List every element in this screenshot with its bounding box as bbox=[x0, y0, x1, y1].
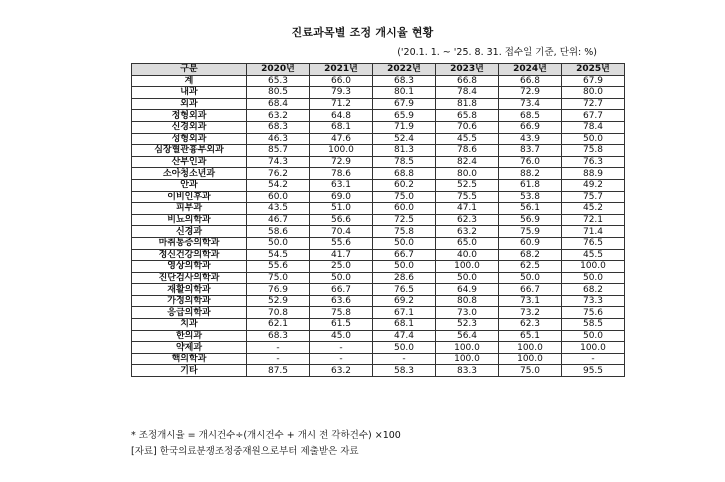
rate-cell: 62.5 bbox=[499, 261, 562, 273]
rate-cell: 80.8 bbox=[436, 295, 499, 307]
department-cell: 계 bbox=[132, 75, 247, 87]
rate-cell: 63.2 bbox=[247, 110, 310, 122]
rate-cell: 55.6 bbox=[310, 237, 373, 249]
table-row bbox=[132, 319, 625, 331]
department-cell: 가정의학과 bbox=[132, 295, 247, 307]
rate-cell: 60.9 bbox=[499, 237, 562, 249]
rate-cell: 72.5 bbox=[373, 214, 436, 226]
rate-cell: 70.8 bbox=[247, 307, 310, 319]
table-row bbox=[132, 179, 625, 191]
rate-cell: 68.4 bbox=[247, 98, 310, 110]
rate-cell: 81.8 bbox=[436, 98, 499, 110]
table-row bbox=[132, 133, 625, 145]
rate-cell: 73.2 bbox=[499, 307, 562, 319]
rate-cell: 68.3 bbox=[247, 121, 310, 133]
department-cell: 마취통증의학과 bbox=[132, 237, 247, 249]
table-row bbox=[132, 226, 625, 238]
rate-cell: 28.6 bbox=[373, 272, 436, 284]
rate-cell: 50.0 bbox=[562, 330, 625, 342]
header-year: 2022년 bbox=[373, 64, 436, 76]
rate-cell: 52.4 bbox=[373, 133, 436, 145]
rate-cell: 68.5 bbox=[499, 110, 562, 122]
table-row bbox=[132, 307, 625, 319]
rate-cell: 54.2 bbox=[247, 179, 310, 191]
rate-cell: 74.3 bbox=[247, 156, 310, 168]
header-year: 2020년 bbox=[247, 64, 310, 76]
rate-cell: 73.4 bbox=[499, 98, 562, 110]
rate-cell: 43.9 bbox=[499, 133, 562, 145]
rate-cell: 47.4 bbox=[373, 330, 436, 342]
rate-cell: 76.2 bbox=[247, 168, 310, 180]
rate-cell: 50.0 bbox=[247, 237, 310, 249]
rate-cell: 87.5 bbox=[247, 365, 310, 377]
rate-cell: 75.0 bbox=[247, 272, 310, 284]
rate-cell: 80.1 bbox=[373, 87, 436, 99]
table-row bbox=[132, 342, 625, 354]
rate-cell: 50.0 bbox=[373, 237, 436, 249]
rate-cell: 100.0 bbox=[436, 342, 499, 354]
rate-cell: 61.8 bbox=[499, 179, 562, 191]
rate-cell: 63.2 bbox=[436, 226, 499, 238]
table-row bbox=[132, 191, 625, 203]
rate-cell: 47.6 bbox=[310, 133, 373, 145]
rate-cell: 71.9 bbox=[373, 121, 436, 133]
department-cell: 피부과 bbox=[132, 203, 247, 215]
rate-cell: 85.7 bbox=[247, 145, 310, 157]
rate-cell: 58.5 bbox=[562, 319, 625, 331]
rate-cell: 95.5 bbox=[562, 365, 625, 377]
table-row bbox=[132, 237, 625, 249]
rate-cell: 75.0 bbox=[373, 191, 436, 203]
rate-cell: 66.7 bbox=[373, 249, 436, 261]
table-row bbox=[132, 284, 625, 296]
header-year: 2023년 bbox=[436, 64, 499, 76]
rate-cell: 65.1 bbox=[499, 330, 562, 342]
rate-cell: 66.7 bbox=[310, 284, 373, 296]
rate-cell: 51.0 bbox=[310, 203, 373, 215]
rate-cell: 72.7 bbox=[562, 98, 625, 110]
rate-table bbox=[131, 63, 625, 377]
rate-cell: 67.9 bbox=[373, 98, 436, 110]
table-row bbox=[132, 145, 625, 157]
department-cell: 성형외과 bbox=[132, 133, 247, 145]
header-row bbox=[132, 64, 625, 76]
rate-cell: 78.6 bbox=[310, 168, 373, 180]
rate-cell: 68.3 bbox=[373, 75, 436, 87]
rate-cell: 68.2 bbox=[562, 284, 625, 296]
table-row bbox=[132, 261, 625, 273]
rate-cell: 66.7 bbox=[499, 284, 562, 296]
table-body bbox=[132, 75, 625, 376]
department-cell: 내과 bbox=[132, 87, 247, 99]
rate-cell: 76.3 bbox=[562, 156, 625, 168]
department-cell: 외과 bbox=[132, 98, 247, 110]
rate-cell: 67.1 bbox=[373, 307, 436, 319]
rate-cell: 75.8 bbox=[310, 307, 373, 319]
rate-cell: 55.6 bbox=[247, 261, 310, 273]
source-note: [자료] 한국의료분쟁조정중재원으로부터 제출받은 자료 bbox=[131, 446, 359, 457]
rate-cell: 50.0 bbox=[436, 272, 499, 284]
rate-cell: 81.3 bbox=[373, 145, 436, 157]
rate-cell: 50.0 bbox=[562, 272, 625, 284]
rate-cell: 100.0 bbox=[436, 261, 499, 273]
rate-cell: 80.0 bbox=[562, 87, 625, 99]
rate-cell: 50.0 bbox=[310, 272, 373, 284]
rate-cell: 52.3 bbox=[436, 319, 499, 331]
rate-cell: 72.9 bbox=[310, 156, 373, 168]
rate-cell: 68.1 bbox=[373, 319, 436, 331]
table-row bbox=[132, 295, 625, 307]
rate-cell: 100.0 bbox=[499, 342, 562, 354]
rate-cell: 100.0 bbox=[562, 342, 625, 354]
rate-cell: 65.0 bbox=[436, 237, 499, 249]
rate-cell: 58.6 bbox=[247, 226, 310, 238]
rate-cell: 65.8 bbox=[436, 110, 499, 122]
rate-cell: 62.3 bbox=[436, 214, 499, 226]
rate-cell: 70.4 bbox=[310, 226, 373, 238]
rate-cell: 100.0 bbox=[436, 353, 499, 365]
rate-cell: 67.9 bbox=[562, 75, 625, 87]
rate-cell: 65.3 bbox=[247, 75, 310, 87]
rate-cell: 45.0 bbox=[310, 330, 373, 342]
table-row bbox=[132, 98, 625, 110]
rate-cell: - bbox=[562, 353, 625, 365]
rate-cell: 62.3 bbox=[499, 319, 562, 331]
rate-cell: 63.1 bbox=[310, 179, 373, 191]
rate-cell: 75.7 bbox=[562, 191, 625, 203]
rate-cell: 45.5 bbox=[562, 249, 625, 261]
rate-cell: 47.1 bbox=[436, 203, 499, 215]
department-cell: 산부인과 bbox=[132, 156, 247, 168]
department-cell: 소아청소년과 bbox=[132, 168, 247, 180]
period-unit-note: ('20.1. 1. ~ '25. 8. 31. 접수일 기준, 단위: %) bbox=[397, 47, 597, 58]
table-row bbox=[132, 168, 625, 180]
rate-cell: 76.5 bbox=[373, 284, 436, 296]
rate-cell: 46.3 bbox=[247, 133, 310, 145]
header-year: 2025년 bbox=[562, 64, 625, 76]
rate-cell: 66.9 bbox=[499, 121, 562, 133]
formula-note: * 조정개시율 = 개시건수÷(개시건수 + 개시 전 각하건수) ×100 bbox=[131, 430, 401, 441]
rate-cell: 73.3 bbox=[562, 295, 625, 307]
rate-cell: 79.3 bbox=[310, 87, 373, 99]
rate-cell: 67.7 bbox=[562, 110, 625, 122]
rate-cell: 69.0 bbox=[310, 191, 373, 203]
rate-cell: 78.4 bbox=[436, 87, 499, 99]
rate-cell: 63.6 bbox=[310, 295, 373, 307]
rate-cell: 49.2 bbox=[562, 179, 625, 191]
table-row bbox=[132, 330, 625, 342]
department-cell: 신경외과 bbox=[132, 121, 247, 133]
rate-cell: 71.4 bbox=[562, 226, 625, 238]
rate-cell: 41.7 bbox=[310, 249, 373, 261]
rate-cell: 75.6 bbox=[562, 307, 625, 319]
header-year: 2021년 bbox=[310, 64, 373, 76]
department-cell: 정형외과 bbox=[132, 110, 247, 122]
rate-cell: 75.8 bbox=[562, 145, 625, 157]
rate-cell: 78.5 bbox=[373, 156, 436, 168]
department-cell: 약제과 bbox=[132, 342, 247, 354]
department-cell: 비뇨의학과 bbox=[132, 214, 247, 226]
rate-cell: - bbox=[310, 342, 373, 354]
rate-cell: 54.5 bbox=[247, 249, 310, 261]
rate-cell: - bbox=[247, 353, 310, 365]
table-row bbox=[132, 121, 625, 133]
table-row bbox=[132, 353, 625, 365]
rate-cell: - bbox=[310, 353, 373, 365]
rate-cell: 83.3 bbox=[436, 365, 499, 377]
rate-cell: 45.5 bbox=[436, 133, 499, 145]
rate-cell: 75.8 bbox=[373, 226, 436, 238]
rate-cell: 56.6 bbox=[310, 214, 373, 226]
rate-cell: 82.4 bbox=[436, 156, 499, 168]
rate-cell: 78.4 bbox=[562, 121, 625, 133]
rate-cell: 100.0 bbox=[562, 261, 625, 273]
department-cell: 기타 bbox=[132, 365, 247, 377]
rate-cell: 65.9 bbox=[373, 110, 436, 122]
rate-cell: 43.5 bbox=[247, 203, 310, 215]
table-row bbox=[132, 365, 625, 377]
table-row bbox=[132, 87, 625, 99]
rate-cell: 50.0 bbox=[373, 342, 436, 354]
department-cell: 한의과 bbox=[132, 330, 247, 342]
rate-cell: 71.2 bbox=[310, 98, 373, 110]
rate-cell: 56.1 bbox=[499, 203, 562, 215]
rate-cell: 66.8 bbox=[436, 75, 499, 87]
rate-cell: 72.1 bbox=[562, 214, 625, 226]
rate-cell: 76.9 bbox=[247, 284, 310, 296]
rate-cell: 40.0 bbox=[436, 249, 499, 261]
rate-cell: 50.0 bbox=[562, 133, 625, 145]
rate-cell: 100.0 bbox=[499, 353, 562, 365]
table-row bbox=[132, 203, 625, 215]
department-cell: 치과 bbox=[132, 319, 247, 331]
table-row bbox=[132, 110, 625, 122]
rate-cell: 69.2 bbox=[373, 295, 436, 307]
rate-cell: 73.1 bbox=[499, 295, 562, 307]
rate-cell: 73.0 bbox=[436, 307, 499, 319]
rate-cell: 52.5 bbox=[436, 179, 499, 191]
rate-cell: - bbox=[373, 353, 436, 365]
rate-cell: 76.5 bbox=[562, 237, 625, 249]
rate-cell: 75.9 bbox=[499, 226, 562, 238]
department-cell: 응급의학과 bbox=[132, 307, 247, 319]
rate-cell: 72.9 bbox=[499, 87, 562, 99]
rate-cell: - bbox=[247, 342, 310, 354]
department-cell: 핵의학과 bbox=[132, 353, 247, 365]
rate-cell: 60.0 bbox=[373, 203, 436, 215]
table-header bbox=[132, 64, 625, 76]
rate-cell: 50.0 bbox=[373, 261, 436, 273]
rate-cell: 60.2 bbox=[373, 179, 436, 191]
rate-cell: 80.5 bbox=[247, 87, 310, 99]
rate-cell: 80.0 bbox=[436, 168, 499, 180]
rate-cell: 70.6 bbox=[436, 121, 499, 133]
rate-cell: 78.6 bbox=[436, 145, 499, 157]
header-category: 구분 bbox=[132, 64, 247, 76]
rate-cell: 56.4 bbox=[436, 330, 499, 342]
rate-cell: 75.5 bbox=[436, 191, 499, 203]
table-row bbox=[132, 249, 625, 261]
department-cell: 심장혈관흉부외과 bbox=[132, 145, 247, 157]
rate-cell: 64.9 bbox=[436, 284, 499, 296]
table-row bbox=[132, 214, 625, 226]
rate-cell: 62.1 bbox=[247, 319, 310, 331]
rate-cell: 52.9 bbox=[247, 295, 310, 307]
table-row bbox=[132, 272, 625, 284]
rate-cell: 46.7 bbox=[247, 214, 310, 226]
table-title: 진료과목별 조정 개시율 현황 bbox=[291, 26, 434, 39]
rate-cell: 25.0 bbox=[310, 261, 373, 273]
rate-cell: 50.0 bbox=[499, 272, 562, 284]
rate-cell: 66.0 bbox=[310, 75, 373, 87]
table-row bbox=[132, 75, 625, 87]
department-cell: 정신건강의학과 bbox=[132, 249, 247, 261]
department-cell: 이비인후과 bbox=[132, 191, 247, 203]
rate-cell: 66.8 bbox=[499, 75, 562, 87]
rate-cell: 75.0 bbox=[499, 365, 562, 377]
rate-cell: 61.5 bbox=[310, 319, 373, 331]
rate-cell: 60.0 bbox=[247, 191, 310, 203]
rate-cell: 53.8 bbox=[499, 191, 562, 203]
department-cell: 영상의학과 bbox=[132, 261, 247, 273]
rate-cell: 63.2 bbox=[310, 365, 373, 377]
department-cell: 재활의학과 bbox=[132, 284, 247, 296]
rate-cell: 88.2 bbox=[499, 168, 562, 180]
department-cell: 진단검사의학과 bbox=[132, 272, 247, 284]
rate-cell: 68.3 bbox=[247, 330, 310, 342]
rate-cell: 68.8 bbox=[373, 168, 436, 180]
rate-cell: 68.2 bbox=[499, 249, 562, 261]
department-cell: 안과 bbox=[132, 179, 247, 191]
header-year: 2024년 bbox=[499, 64, 562, 76]
rate-cell: 100.0 bbox=[310, 145, 373, 157]
rate-cell: 88.9 bbox=[562, 168, 625, 180]
table-row bbox=[132, 156, 625, 168]
rate-cell: 76.0 bbox=[499, 156, 562, 168]
rate-cell: 68.1 bbox=[310, 121, 373, 133]
rate-cell: 58.3 bbox=[373, 365, 436, 377]
department-cell: 신경과 bbox=[132, 226, 247, 238]
rate-cell: 64.8 bbox=[310, 110, 373, 122]
rate-cell: 83.7 bbox=[499, 145, 562, 157]
rate-cell: 56.9 bbox=[499, 214, 562, 226]
rate-cell: 45.2 bbox=[562, 203, 625, 215]
